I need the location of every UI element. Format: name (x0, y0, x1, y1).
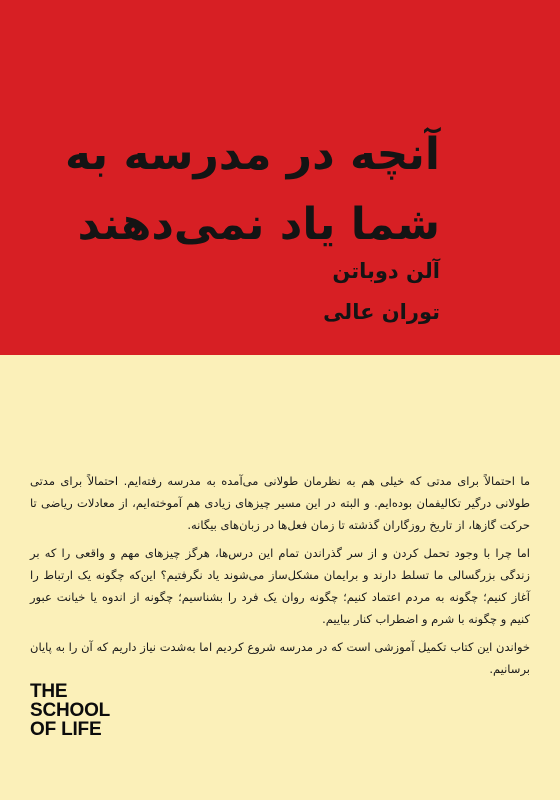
logo-line-3: OF LIFE (30, 719, 102, 740)
logo-line-1: THE (30, 681, 68, 702)
logo-line-2: SCHOOL (30, 700, 111, 721)
book-title-line-1: آنچه در مدرسه به (64, 129, 440, 180)
author-name: آلن دوباتن (332, 259, 440, 283)
blurb-paragraph-2: اما چرا با وجود تحمل کردن و از سر گذراندن تمام این درس‌ها، هرگز چیزهای مهم و واقعی را که بر زندگی بزرگسالی ما تسلط دارند و برایمان مشکل‌ساز می‌شوند یاد نگرفتیم؟ این‌که چگونه یک ارتباط را آغاز کنیم؛ چگونه به مردم اعتماد کنیم؛ چگونه روان یک فرد را بشناسیم؛ چگونه از اندوه یا خیانت عبور کنیم و چگونه با شرم و اضطراب کنار بیاییم. (30, 546, 530, 626)
translator-name: توران عالی (323, 300, 440, 324)
book-title (64, 120, 440, 260)
back-blurb (30, 470, 530, 686)
blurb-paragraph-1: ما احتمالاً برای مدتی که خیلی هم به نظرمان طولانی می‌آمده به مدرسه رفته‌ایم. احتمالاً برای مدتی طولانی درگیر تکالیفمان بوده‌ایم. و البته در این مسیر چیزهای زیادی هم آموخته‌ایم، از معادلات ریاضی تا حرکت گازها، از تاریخ روزگاران گذشته تا زمان فعل‌ها در زبان‌های بیگانه. (30, 474, 530, 532)
publisher-logo (30, 682, 110, 739)
book-title-line-2: شما یاد نمی‌دهند (77, 199, 440, 250)
blurb-paragraph-3: خواندن این کتاب تکمیل آموزشی است که در مدرسه شروع کردیم اما به‌شدت نیاز داریم که آن را به پایان برسانیم. (30, 640, 530, 676)
